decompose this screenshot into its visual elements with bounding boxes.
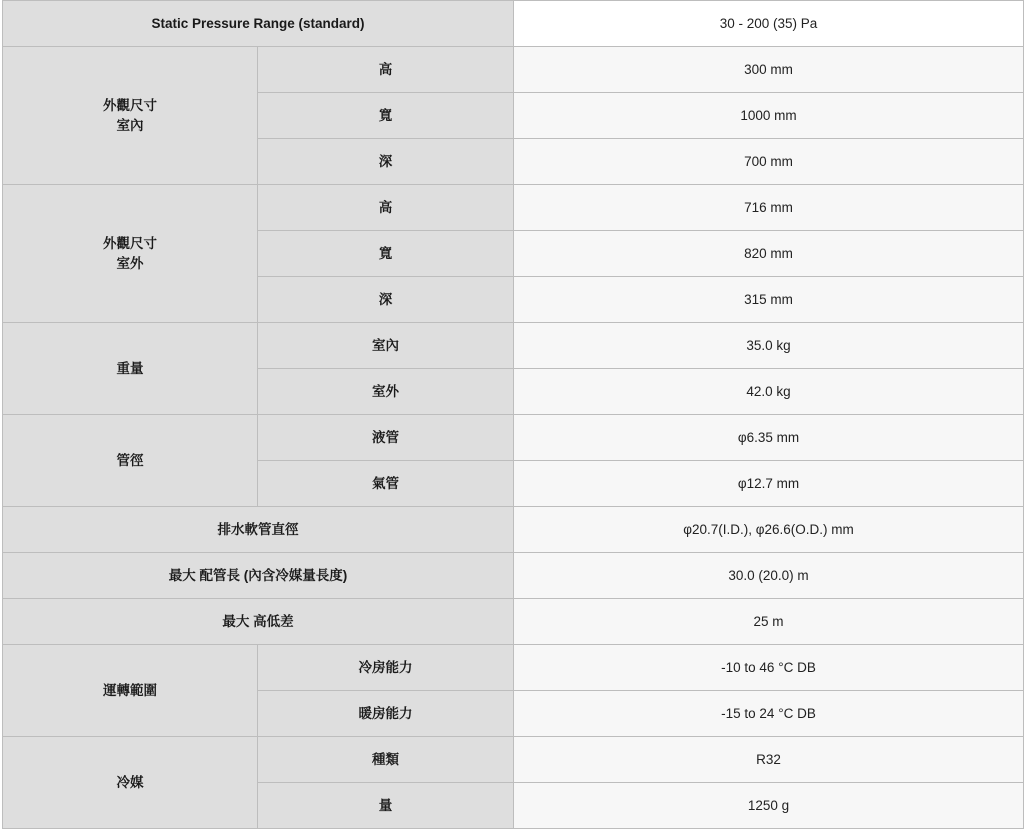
refrigerant-type-label: 種類 [258,737,514,783]
table-row [3,415,1024,461]
indoor-height-label: 高 [258,47,514,93]
max-pipe-length-value: 30.0 (20.0) m [514,553,1024,599]
gas-pipe-value: φ12.7 mm [514,461,1024,507]
outdoor-height-label: 高 [258,185,514,231]
indoor-dimensions-label-line2: 室內 [116,117,144,133]
indoor-depth-label: 深 [258,139,514,185]
table-row [3,599,1024,645]
weight-label: 重量 [3,323,258,415]
drain-hose-label: 排水軟管直徑 [3,507,514,553]
outdoor-depth-label: 深 [258,277,514,323]
static-pressure-label: Static Pressure Range (standard) [3,1,514,47]
pipe-diameter-label: 管徑 [3,415,258,507]
indoor-depth-value: 700 mm [514,139,1024,185]
liquid-pipe-label: 液管 [258,415,514,461]
table-row [3,507,1024,553]
heating-label: 暖房能力 [258,691,514,737]
table-row [3,553,1024,599]
weight-outdoor-label: 室外 [258,369,514,415]
table-row [3,47,1024,93]
weight-indoor-label: 室內 [258,323,514,369]
weight-outdoor-value: 42.0 kg [514,369,1024,415]
outdoor-depth-value: 315 mm [514,277,1024,323]
table-row [3,185,1024,231]
static-pressure-value: 30 - 200 (35) Pa [514,1,1024,47]
refrigerant-label: 冷媒 [3,737,258,829]
refrigerant-type-value: R32 [514,737,1024,783]
table-row [3,645,1024,691]
outdoor-dimensions-label-line1: 外觀尺寸 [103,235,157,251]
indoor-dimensions-label-line1: 外觀尺寸 [103,97,157,113]
spec-table [2,0,1024,829]
cooling-label: 冷房能力 [258,645,514,691]
max-height-diff-label: 最大 高低差 [3,599,514,645]
max-pipe-length-label: 最大 配管長 (內含冷媒量長度) [3,553,514,599]
liquid-pipe-value: φ6.35 mm [514,415,1024,461]
refrigerant-amount-value: 1250 g [514,783,1024,829]
indoor-dimensions-label [3,47,258,185]
table-row [3,737,1024,783]
indoor-height-value: 300 mm [514,47,1024,93]
weight-indoor-value: 35.0 kg [514,323,1024,369]
operating-range-label: 運轉範圍 [3,645,258,737]
refrigerant-amount-label: 量 [258,783,514,829]
outdoor-width-value: 820 mm [514,231,1024,277]
table-row [3,1,1024,47]
outdoor-width-label: 寬 [258,231,514,277]
outdoor-height-value: 716 mm [514,185,1024,231]
cooling-value: -10 to 46 °C DB [514,645,1024,691]
drain-hose-value: φ20.7(I.D.), φ26.6(O.D.) mm [514,507,1024,553]
outdoor-dimensions-label-line2: 室外 [116,255,144,271]
max-height-diff-value: 25 m [514,599,1024,645]
heating-value: -15 to 24 °C DB [514,691,1024,737]
indoor-width-value: 1000 mm [514,93,1024,139]
table-row [3,323,1024,369]
indoor-width-label: 寬 [258,93,514,139]
outdoor-dimensions-label [3,185,258,323]
gas-pipe-label: 氣管 [258,461,514,507]
